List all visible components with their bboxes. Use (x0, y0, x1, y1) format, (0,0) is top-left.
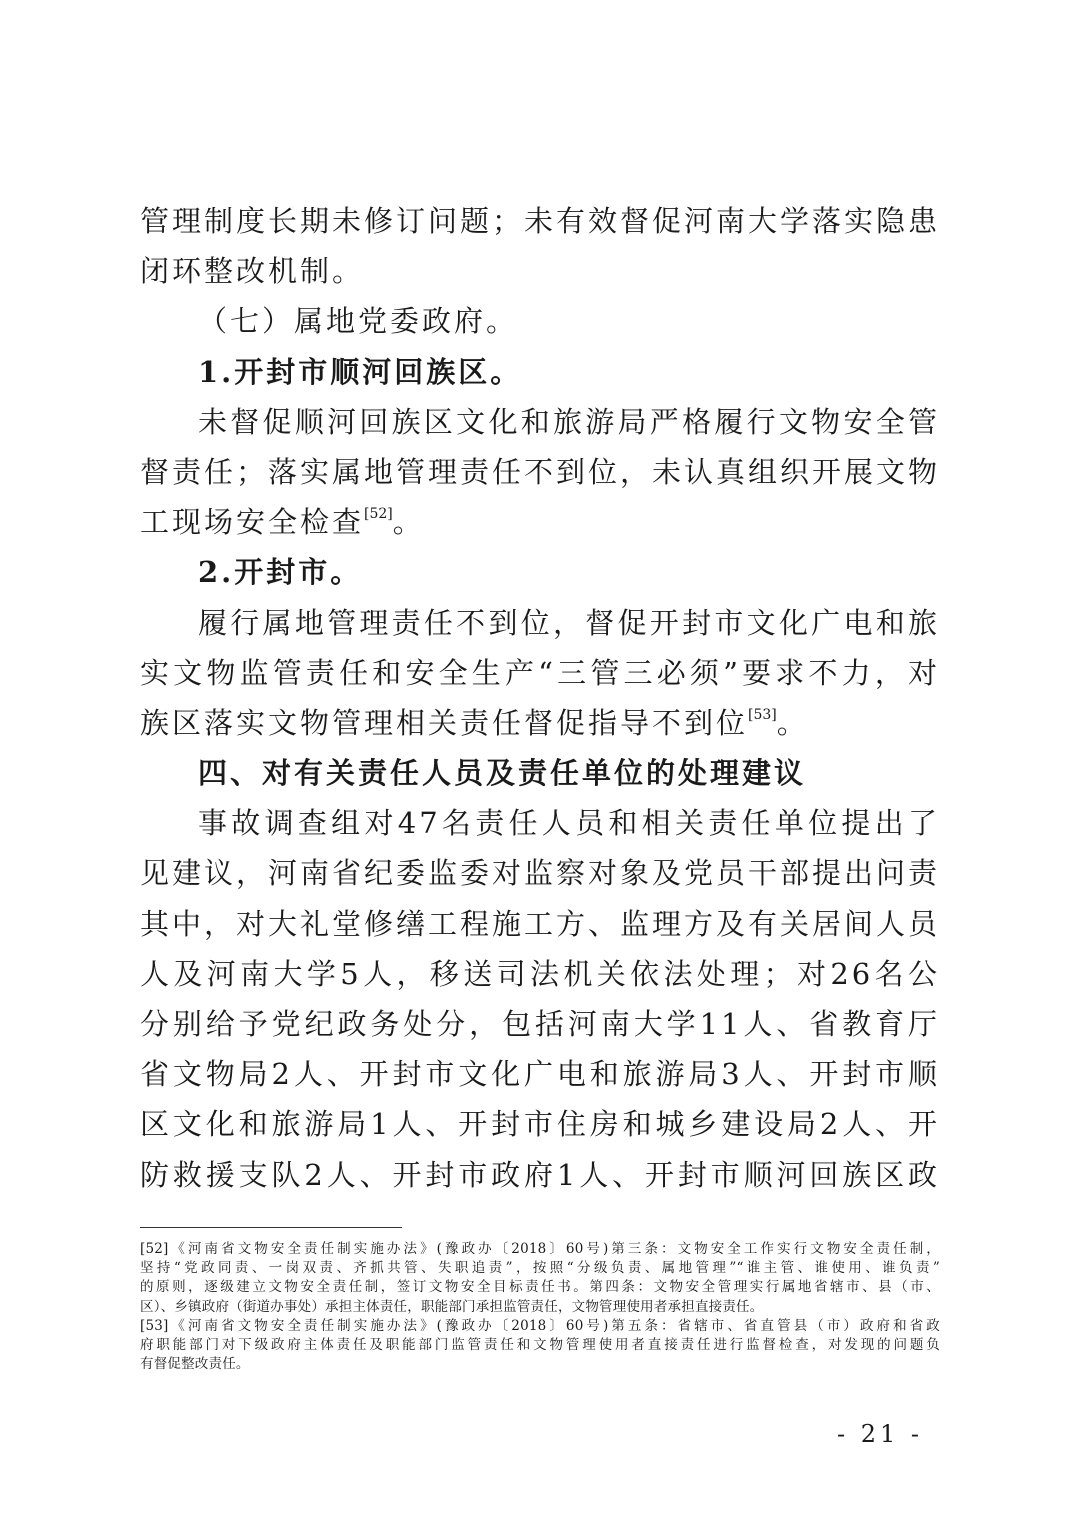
subsection-heading: （七）属地党委政府。 (198, 304, 519, 339)
footnote-line: 府职能部门对下级政府主体责任及职能部门监管责任和文物管理使用者直接责任进行监督检查，对发现的问题负 (140, 1336, 940, 1353)
footnote-line: 坚持“党政同责、一岗双责、齐抓共管、失职追责”，按照“分级负责、属地管理”“谁主管、谁使用、谁负责” (140, 1260, 940, 1277)
paragraph-line: 履行属地管理责任不到位，督促开封市文化广电和旅 (198, 605, 940, 640)
paragraph-line: 实文物监管责任和安全生产“三管三必须”要求不力，对 (140, 655, 940, 690)
footnote-line: 的原则，逐级建立文物安全责任制，签订文物安全目标责任书。第四条：文物安全管理实行属地省辖市、县（市、 (140, 1279, 940, 1296)
paragraph-line: 督责任；落实属地管理责任不到位，未认真组织开展文物 (140, 454, 940, 489)
paragraph-line: 人及河南大学5人，移送司法机关依法处理；对26名公 (140, 956, 940, 991)
body-text (140, 196, 940, 1200)
footnote-line: [53]《河南省文物安全责任制实施办法》(豫政办〔2018〕60号)第五条：省辖市、省直管县（市）政府和省政 (140, 1317, 940, 1334)
footnotes (140, 1240, 940, 1374)
paragraph-line: 未督促顺河回族区文化和旅游局严格履行文物安全管 (198, 404, 940, 439)
footnote-ref-53[interactable]: [53] (748, 706, 777, 723)
footnote-ref-52[interactable]: [52] (364, 506, 393, 523)
paragraph-line (140, 698, 940, 748)
paragraph-line: 闭环整改机制。 (140, 254, 365, 289)
paragraph-end: 。 (776, 705, 809, 740)
paragraph-end: 。 (392, 505, 425, 540)
paragraph-line (140, 497, 940, 547)
footnote-separator (140, 1227, 402, 1228)
footnote-line: 有督促整改责任。 (140, 1356, 250, 1373)
paragraph-line: 其中，对大礼堂修缮工程施工方、监理方及有关居间人员 (140, 906, 940, 941)
paragraph-text: 工现场安全检查 (140, 505, 365, 540)
paragraph-line: 分别给予党纪政务处分，包括河南大学11人、省教育厅 (140, 1007, 940, 1041)
section-heading: 四、对有关责任人员及责任单位的处理建议 (198, 756, 807, 791)
paragraph-line: 见建议，河南省纪委监委对监察对象及党员干部提出问责 (140, 856, 940, 891)
paragraph-line: 防救援支队2人、开封市政府1人、开封市顺河回族区政 (140, 1157, 940, 1192)
paragraph-line: 管理制度长期未修订问题；未有效督促河南大学落实隐患 (140, 204, 940, 238)
item-heading: 1.开封市顺河回族区。 (198, 354, 523, 389)
paragraph-line: 省文物局2人、开封市文化广电和旅游局3人、开封市顺 (140, 1057, 940, 1092)
item-heading: 2.开封市。 (198, 555, 363, 590)
footnote-line: [52]《河南省文物安全责任制实施办法》(豫政办〔2018〕60号)第三条：文物安全工作实行文物安全责任制， (140, 1241, 940, 1257)
paragraph-line: 事故调查组对47名责任人员和相关责任单位提出了 (198, 806, 940, 841)
footnote-line: 区）、乡镇政府（街道办事处）承担主体责任，职能部门承担监管责任，文物管理使用者承担直接责任。 (140, 1298, 764, 1315)
paragraph-text: 族区落实文物管理相关责任督促指导不到位 (140, 705, 749, 740)
page-number: - 21 - (836, 1420, 923, 1448)
paragraph-line: 区文化和旅游局1人、开封市住房和城乡建设局2人、开 (140, 1107, 940, 1142)
